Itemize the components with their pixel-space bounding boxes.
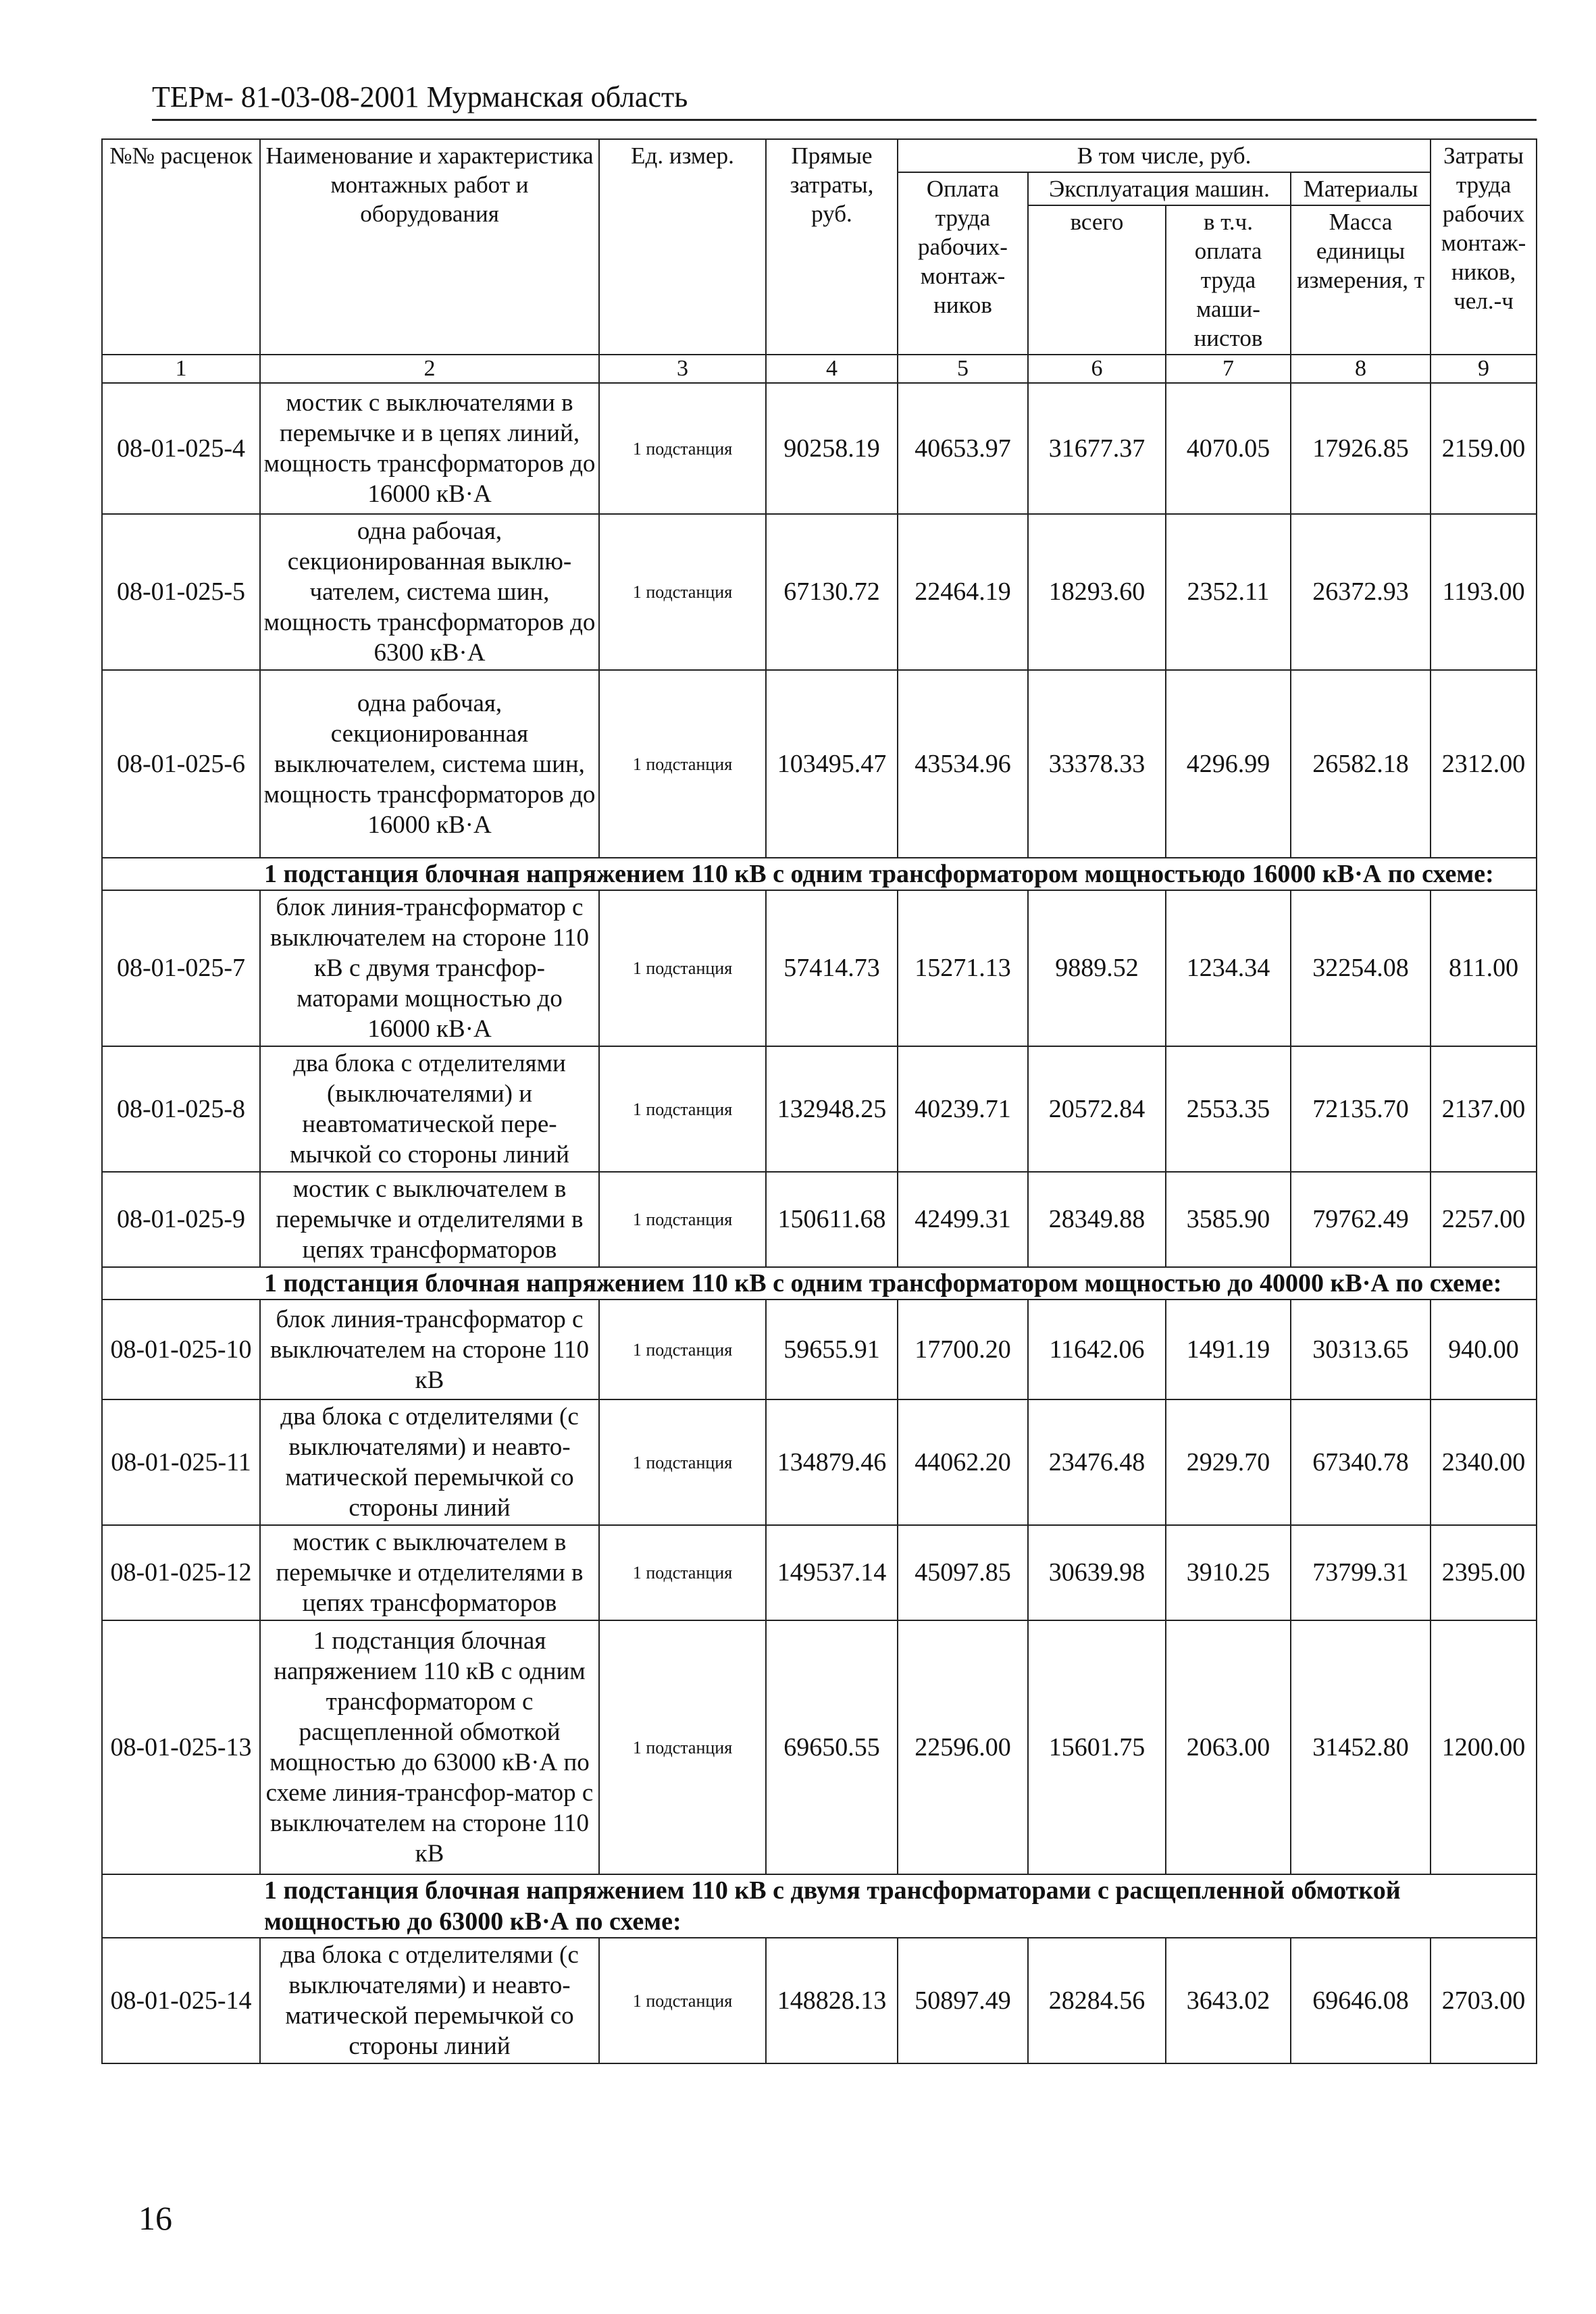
work-description: одна рабочая, секционированная выключателем, система шин, мощность трансформаторов до 16000 кВ·А [260,670,599,858]
table-row [102,514,1537,670]
operators-pay: 1234.34 [1166,890,1291,1046]
unit-mass: 73799.31 [1291,1525,1431,1620]
column-number: 6 [1028,355,1166,383]
table-row [102,670,1537,858]
operators-pay: 2553.35 [1166,1046,1291,1172]
column-number: 2 [260,355,599,383]
unit-mass: 26372.93 [1291,514,1431,670]
machines-total: 28349.88 [1028,1172,1166,1267]
unit-of-measure: 1 подстанция [599,1620,766,1874]
rate-code: 08-01-025-9 [102,1172,260,1267]
labor-hours: 2395.00 [1431,1525,1537,1620]
table-row [102,1620,1537,1874]
table-row [102,1525,1537,1620]
work-description: мостик с выключателями в перемычке и в цепях линий, мощность трансформаторов до 16000 кВ·А [260,383,599,514]
machines-total: 31677.37 [1028,383,1166,514]
labor-hours: 1193.00 [1431,514,1537,670]
col-header-operators-pay: в т.ч. оплата труда маши-нистов [1166,205,1291,355]
direct-costs: 59655.91 [766,1300,898,1399]
operators-pay: 2063.00 [1166,1620,1291,1874]
unit-of-measure: 1 подстанция [599,670,766,858]
column-number: 5 [898,355,1028,383]
operators-pay: 4070.05 [1166,383,1291,514]
col-header-name: Наименование и характеристика монтажных работ и оборудования [260,139,599,355]
table-body [102,355,1537,2063]
col-header-group: В том числе, руб. [898,139,1431,172]
operators-pay: 2352.11 [1166,514,1291,670]
rate-code: 08-01-025-14 [102,1938,260,2063]
rates-table [101,138,1537,2064]
labor-hours: 2340.00 [1431,1399,1537,1525]
operators-pay: 3585.90 [1166,1172,1291,1267]
operators-pay: 3643.02 [1166,1938,1291,2063]
rate-code: 08-01-025-13 [102,1620,260,1874]
col-header-materials: Материалы [1291,172,1431,205]
labor-hours: 2703.00 [1431,1938,1537,2063]
machines-total: 33378.33 [1028,670,1166,858]
machines-total: 30639.98 [1028,1525,1166,1620]
rate-code: 08-01-025-8 [102,1046,260,1172]
table-row [102,383,1537,514]
unit-mass: 67340.78 [1291,1399,1431,1525]
operators-pay: 2929.70 [1166,1399,1291,1525]
unit-mass: 30313.65 [1291,1300,1431,1399]
direct-costs: 134879.46 [766,1399,898,1525]
labor-pay: 42499.31 [898,1172,1028,1267]
rate-code: 08-01-025-4 [102,383,260,514]
col-header-direct-costs: Прямые затраты, руб. [766,139,898,355]
unit-of-measure: 1 подстанция [599,383,766,514]
work-description: два блока с отделителями (выключателями) и неавтоматической пере-мычкой со стороны линий [260,1046,599,1172]
unit-mass: 17926.85 [1291,383,1431,514]
unit-of-measure: 1 подстанция [599,1172,766,1267]
unit-of-measure: 1 подстанция [599,514,766,670]
labor-pay: 40239.71 [898,1046,1028,1172]
direct-costs: 132948.25 [766,1046,898,1172]
section-row [102,858,1537,890]
machines-total: 18293.60 [1028,514,1166,670]
labor-pay: 15271.13 [898,890,1028,1046]
work-description: одна рабочая, секционированная выклю-чателем, система шин, мощность трансформаторов до 6300 кВ·А [260,514,599,670]
labor-hours: 1200.00 [1431,1620,1537,1874]
rate-code: 08-01-025-11 [102,1399,260,1525]
rate-code: 08-01-025-12 [102,1525,260,1620]
labor-pay: 22464.19 [898,514,1028,670]
col-header-code: №№ расценок [102,139,260,355]
unit-of-measure: 1 подстанция [599,1525,766,1620]
column-number-row [102,355,1537,383]
unit-of-measure: 1 подстанция [599,1938,766,2063]
table-row [102,1300,1537,1399]
labor-pay: 44062.20 [898,1399,1028,1525]
work-description: блок линия-трансформатор с выключателем на стороне 110 кВ [260,1300,599,1399]
table-header [102,139,1537,355]
section-row [102,1267,1537,1300]
table-row [102,890,1537,1046]
work-description: два блока с отделителями (с выключателями) и неавто-матической перемычкой со стороны линий [260,1399,599,1525]
unit-mass: 69646.08 [1291,1938,1431,2063]
col-header-labor-hours: Затраты труда рабочих монтаж-ников, чел.-ч [1431,139,1537,355]
operators-pay: 4296.99 [1166,670,1291,858]
direct-costs: 57414.73 [766,890,898,1046]
direct-costs: 67130.72 [766,514,898,670]
col-header-machines-total: всего [1028,205,1166,355]
labor-pay: 43534.96 [898,670,1028,858]
machines-total: 28284.56 [1028,1938,1166,2063]
unit-of-measure: 1 подстанция [599,1046,766,1172]
operators-pay: 1491.19 [1166,1300,1291,1399]
column-number: 7 [1166,355,1291,383]
labor-pay: 50897.49 [898,1938,1028,2063]
machines-total: 9889.52 [1028,890,1166,1046]
unit-mass: 79762.49 [1291,1172,1431,1267]
unit-of-measure: 1 подстанция [599,890,766,1046]
rate-code: 08-01-025-5 [102,514,260,670]
labor-pay: 17700.20 [898,1300,1028,1399]
col-header-unit-mass: Масса единицы измерения, т [1291,205,1431,355]
document-header: ТЕРм- 81-03-08-2001 Мурманская область [152,80,1537,121]
section-row [102,1874,1537,1938]
direct-costs: 149537.14 [766,1525,898,1620]
column-number: 8 [1291,355,1431,383]
labor-hours: 811.00 [1431,890,1537,1046]
section-spacer [102,858,260,890]
unit-mass: 72135.70 [1291,1046,1431,1172]
table-row [102,1046,1537,1172]
work-description: 1 подстанция блочная напряжением 110 кВ с одним трансформатором с расщепленной обмоткой мощностью до 63000 кВ·А по схеме линия-трансфор-матор с выключателем на стороне 110 кВ [260,1620,599,1874]
rate-code: 08-01-025-6 [102,670,260,858]
column-number: 1 [102,355,260,383]
section-title: 1 подстанция блочная напряжением 110 кВ с двумя трансформаторами с расщепленной обмоткой мощностью до 63000 кВ·А по схеме: [260,1874,1537,1938]
unit-mass: 31452.80 [1291,1620,1431,1874]
unit-mass: 26582.18 [1291,670,1431,858]
direct-costs: 148828.13 [766,1938,898,2063]
section-spacer [102,1267,260,1300]
section-spacer [102,1874,260,1938]
unit-of-measure: 1 подстанция [599,1399,766,1525]
labor-hours: 2137.00 [1431,1046,1537,1172]
table-row [102,1172,1537,1267]
col-header-labor-pay: Оплата труда рабочих-монтаж-ников [898,172,1028,355]
labor-pay: 22596.00 [898,1620,1028,1874]
unit-of-measure: 1 подстанция [599,1300,766,1399]
labor-hours: 940.00 [1431,1300,1537,1399]
table-row [102,1938,1537,2063]
labor-hours: 2257.00 [1431,1172,1537,1267]
page-number: 16 [138,2199,172,2237]
direct-costs: 103495.47 [766,670,898,858]
col-header-machines: Эксплуатация машин. [1028,172,1291,205]
unit-mass: 32254.08 [1291,890,1431,1046]
machines-total: 20572.84 [1028,1046,1166,1172]
section-title: 1 подстанция блочная напряжением 110 кВ с одним трансформатором мощностью до 40000 кВ·А по схеме: [260,1267,1537,1300]
rate-code: 08-01-025-10 [102,1300,260,1399]
machines-total: 15601.75 [1028,1620,1166,1874]
section-title: 1 подстанция блочная напряжением 110 кВ с одним трансформатором мощностьюдо 16000 кВ·А по схеме: [260,858,1537,890]
column-number: 4 [766,355,898,383]
machines-total: 23476.48 [1028,1399,1166,1525]
work-description: мостик с выключателем в перемычке и отделителями в цепях трансформаторов [260,1172,599,1267]
table-row [102,1399,1537,1525]
labor-pay: 45097.85 [898,1525,1028,1620]
labor-hours: 2312.00 [1431,670,1537,858]
labor-hours: 2159.00 [1431,383,1537,514]
work-description: мостик с выключателем в перемычке и отделителями в цепях трансформаторов [260,1525,599,1620]
column-number: 9 [1431,355,1537,383]
direct-costs: 69650.55 [766,1620,898,1874]
operators-pay: 3910.25 [1166,1525,1291,1620]
direct-costs: 90258.19 [766,383,898,514]
direct-costs: 150611.68 [766,1172,898,1267]
work-description: блок линия-трансформатор с выключателем на стороне 110 кВ с двумя трансфор-маторами мощностью до 16000 кВ·А [260,890,599,1046]
rate-code: 08-01-025-7 [102,890,260,1046]
labor-pay: 40653.97 [898,383,1028,514]
column-number: 3 [599,355,766,383]
col-header-unit: Ед. измер. [599,139,766,355]
machines-total: 11642.06 [1028,1300,1166,1399]
work-description: два блока с отделителями (с выключателями) и неавто-матической перемычкой со стороны линий [260,1938,599,2063]
